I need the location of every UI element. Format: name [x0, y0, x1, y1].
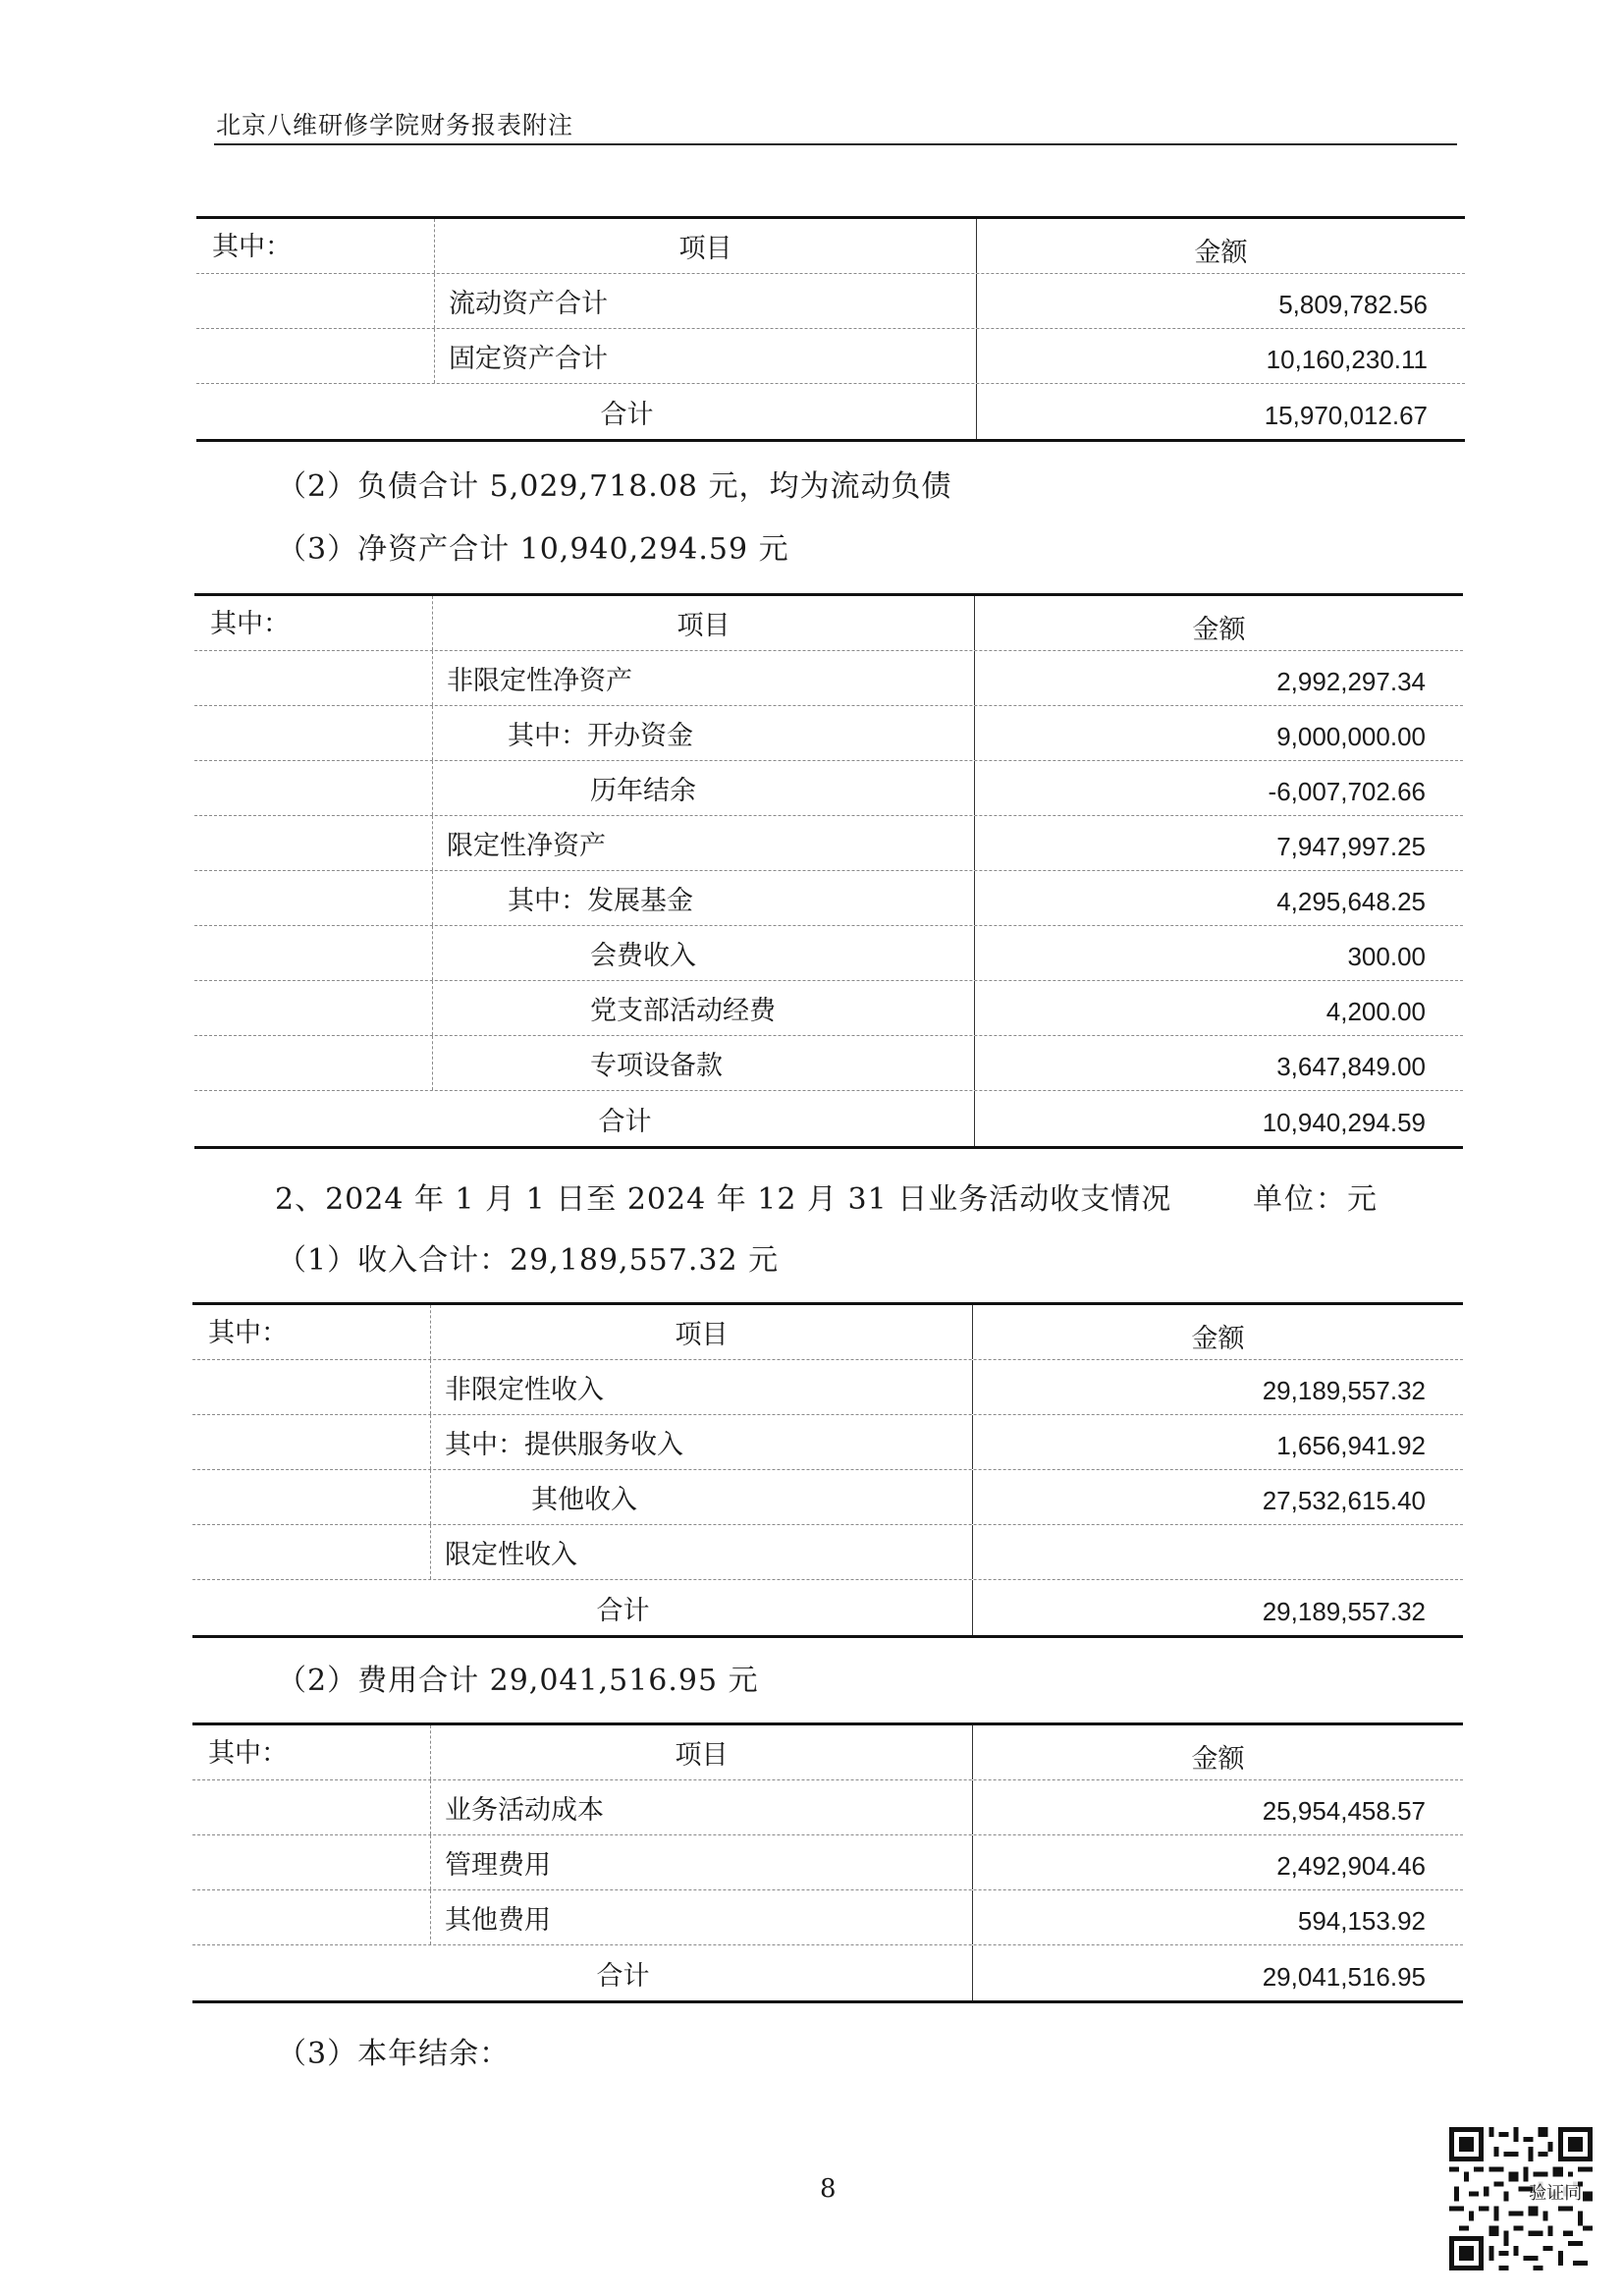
row-item: 非限定性收入 — [431, 1360, 973, 1414]
row-item: 业务活动成本 — [431, 1780, 973, 1834]
row-amount: 2,992,297.34 — [1276, 667, 1426, 696]
table-row — [194, 981, 1463, 1036]
row-item: 历年结余 — [433, 761, 975, 815]
row-amount: 7,947,997.25 — [1276, 832, 1426, 861]
row-item: 其中：提供服务收入 — [431, 1415, 973, 1469]
row-amount: 2,492,904.46 — [1276, 1851, 1426, 1881]
header-label-cell: 其中： — [192, 1725, 431, 1779]
table-row — [194, 871, 1463, 926]
table-row — [194, 651, 1463, 706]
row-amount: 9,000,000.00 — [1276, 722, 1426, 751]
total-label: 合计 — [431, 1580, 973, 1635]
row-item: 其中：发展基金 — [433, 871, 975, 925]
row-amount: 25,954,458.57 — [1262, 1796, 1426, 1826]
row-item: 非限定性净资产 — [433, 651, 975, 705]
row-amount: 27,532,615.40 — [1262, 1486, 1426, 1515]
section-2-title: 2、2024 年 1 月 1 日至 2024 年 12 月 31 日业务活动收支情况 — [275, 1182, 1172, 1217]
header-item-cell: 项目 — [435, 219, 977, 273]
header-item-cell: 项目 — [433, 596, 975, 650]
table-row — [196, 274, 1465, 329]
table-total-row — [192, 1580, 1463, 1635]
row-item: 其他费用 — [431, 1890, 973, 1944]
row-amount: 300.00 — [1347, 942, 1426, 971]
row-item: 其中：开办资金 — [433, 706, 975, 760]
table-row — [194, 1036, 1463, 1091]
table-row — [192, 1835, 1463, 1890]
header-amount-cell: 金额 — [1192, 615, 1246, 645]
row-amount: 29,189,557.32 — [1262, 1376, 1426, 1405]
assets-table — [196, 216, 1465, 442]
table-total-row — [192, 1945, 1463, 2000]
header-amount-cell: 金额 — [1194, 238, 1248, 268]
header-label-cell: 其中： — [196, 219, 435, 273]
total-amount: 15,970,012.67 — [1264, 400, 1428, 430]
expenses-table — [192, 1722, 1463, 2003]
table-row — [196, 329, 1465, 384]
row-amount: 594,153.92 — [1297, 1906, 1426, 1936]
total-label: 合计 — [433, 1091, 975, 1146]
income-table — [192, 1302, 1463, 1638]
table-row — [192, 1780, 1463, 1835]
table-total-row — [194, 1091, 1463, 1146]
table-total-row — [196, 384, 1465, 439]
income-paragraph: （1）收入合计：29,189,557.32 元 — [277, 1243, 780, 1278]
total-label: 合计 — [431, 1945, 973, 2000]
total-label: 合计 — [435, 384, 977, 439]
document-header-title: 北京八维研修学院财务报表附注 — [216, 111, 574, 139]
header-label-cell: 其中： — [192, 1305, 431, 1359]
row-item: 其他收入 — [431, 1470, 973, 1524]
row-item: 固定资产合计 — [435, 329, 977, 383]
row-item: 管理费用 — [431, 1835, 973, 1889]
row-amount: -6,007,702.66 — [1268, 777, 1426, 806]
row-amount: 4,200.00 — [1325, 997, 1426, 1026]
table-header-row — [196, 219, 1465, 274]
table-row — [194, 816, 1463, 871]
table-row — [192, 1890, 1463, 1945]
liabilities-paragraph: （2）负债合计 5,029,718.08 元，均为流动负债 — [277, 469, 952, 504]
row-item: 会费收入 — [433, 926, 975, 980]
row-item: 流动资产合计 — [435, 274, 977, 328]
header-item-cell: 项目 — [431, 1305, 973, 1359]
table-row — [194, 926, 1463, 981]
header-amount-cell: 金额 — [1191, 1744, 1245, 1775]
row-amount: 5,809,782.56 — [1278, 290, 1428, 319]
row-item: 限定性收入 — [431, 1525, 973, 1579]
row-amount: 4,295,648.25 — [1276, 887, 1426, 916]
row-amount: 1,656,941.92 — [1276, 1431, 1426, 1460]
row-amount — [973, 1525, 1463, 1579]
table-row — [192, 1360, 1463, 1415]
unit-label: 单位：元 — [1253, 1182, 1379, 1217]
row-item: 专项设备款 — [433, 1036, 975, 1090]
expenses-paragraph: （2）费用合计 29,041,516.95 元 — [277, 1664, 759, 1698]
qr-overlay-text: 验证同 — [1529, 2183, 1583, 2204]
header-amount-cell: 金额 — [1191, 1324, 1245, 1354]
table-row — [194, 761, 1463, 816]
total-amount: 29,189,557.32 — [1262, 1596, 1426, 1626]
table-header-row — [194, 596, 1463, 651]
table-row — [194, 706, 1463, 761]
row-item: 限定性净资产 — [433, 816, 975, 870]
total-amount: 10,940,294.59 — [1262, 1107, 1426, 1137]
page-number: 8 — [820, 2174, 837, 2204]
table-row — [192, 1415, 1463, 1470]
net-assets-table — [194, 593, 1463, 1149]
table-row — [192, 1525, 1463, 1580]
table-header-row — [192, 1305, 1463, 1360]
table-row — [192, 1470, 1463, 1525]
header-divider — [214, 143, 1457, 145]
surplus-paragraph: （3）本年结余： — [277, 2037, 511, 2071]
qr-code-icon — [1449, 2127, 1593, 2270]
row-amount: 10,160,230.11 — [1266, 345, 1428, 374]
table-header-row — [192, 1725, 1463, 1780]
row-item: 党支部活动经费 — [433, 981, 975, 1035]
header-label-cell: 其中： — [194, 596, 433, 650]
header-item-cell: 项目 — [431, 1725, 973, 1779]
net-assets-paragraph: （3）净资产合计 10,940,294.59 元 — [277, 532, 789, 567]
row-amount: 3,647,849.00 — [1276, 1052, 1426, 1081]
total-amount: 29,041,516.95 — [1262, 1961, 1426, 1992]
